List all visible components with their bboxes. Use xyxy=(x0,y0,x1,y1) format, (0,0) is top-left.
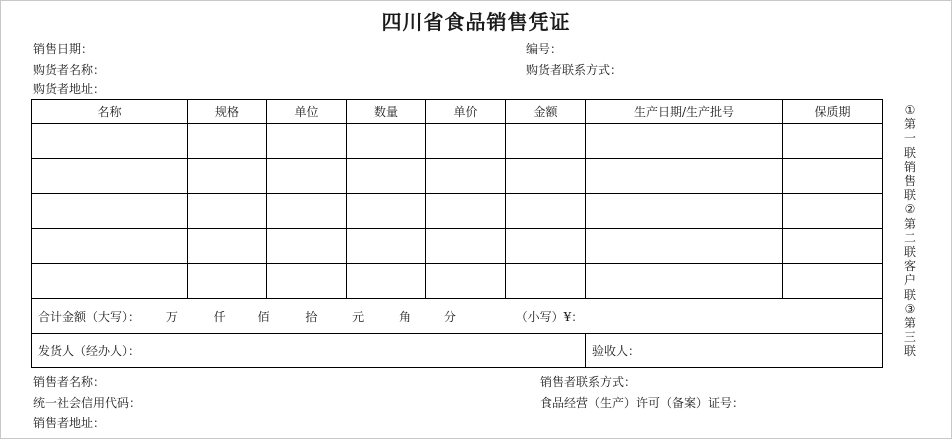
column-header-unit: 单位 xyxy=(267,100,347,124)
copies-note xyxy=(898,103,922,359)
column-header-spec: 规格 xyxy=(188,100,267,124)
copies-note-char: 第 xyxy=(903,316,916,331)
copies-note-char: 三 xyxy=(903,330,916,345)
copies-note-char: ② xyxy=(904,202,916,217)
unit-bai: 佰 xyxy=(257,309,270,324)
table-cell xyxy=(188,194,267,229)
table-cell xyxy=(506,229,586,264)
total-amount-units xyxy=(166,308,474,325)
table-row xyxy=(32,159,883,194)
copies-note-char: 联 xyxy=(903,287,916,302)
table-cell xyxy=(426,159,506,194)
seller-contact-field: 销售者联系方式： xyxy=(540,375,637,389)
copies-note-char: 第 xyxy=(903,216,916,231)
table-header-row xyxy=(32,100,883,124)
table-cell xyxy=(32,194,188,229)
signature-row xyxy=(32,334,883,368)
table-cell xyxy=(586,264,783,299)
table-cell xyxy=(426,229,506,264)
copies-note-char: 第 xyxy=(903,117,916,132)
table-cell xyxy=(506,159,586,194)
table-cell xyxy=(188,229,267,264)
table-cell xyxy=(32,264,188,299)
buyer-contact-field: 购货者联系方式： xyxy=(526,63,623,77)
table-cell xyxy=(32,159,188,194)
table-cell xyxy=(32,229,188,264)
column-header-production-date-batch: 生产日期/生产批号 xyxy=(586,100,783,124)
copies-note-char: 联 xyxy=(903,344,916,359)
table-cell xyxy=(347,264,426,299)
table-cell xyxy=(783,124,883,159)
copies-note-char: ③ xyxy=(904,301,916,316)
table-cell xyxy=(188,124,267,159)
table-cell xyxy=(267,159,347,194)
table-cell xyxy=(586,194,783,229)
table-cell xyxy=(783,194,883,229)
seller-address-field: 销售者地址： xyxy=(33,416,106,430)
copies-note-char: ① xyxy=(904,103,916,117)
table-row xyxy=(32,264,883,299)
table-cell xyxy=(267,264,347,299)
copies-note-char: 售 xyxy=(903,174,916,189)
seller-name-field: 销售者名称： xyxy=(33,375,106,389)
column-header-shelf-life: 保质期 xyxy=(783,100,883,124)
table-cell xyxy=(586,159,783,194)
unit-yuan: 元 xyxy=(352,309,365,324)
unit-wan: 万 xyxy=(165,309,178,324)
small-amount-label: （小写）¥： xyxy=(515,309,584,324)
table-cell xyxy=(347,124,426,159)
copies-note-char: 一 xyxy=(903,131,916,146)
table-cell xyxy=(506,264,586,299)
sale-date-field: 销售日期： xyxy=(33,42,94,56)
buyer-name-field: 购货者名称： xyxy=(33,63,106,77)
copies-note-char: 联 xyxy=(903,145,916,160)
table-cell xyxy=(188,264,267,299)
copies-note-char: 联 xyxy=(903,188,916,203)
table-cell xyxy=(783,264,883,299)
total-amount-row xyxy=(32,299,883,334)
table-row xyxy=(32,229,883,264)
table-cell xyxy=(586,229,783,264)
table-cell xyxy=(506,194,586,229)
table-cell xyxy=(586,124,783,159)
copies-note-char: 二 xyxy=(903,230,916,245)
table-cell xyxy=(347,159,426,194)
table-cell xyxy=(506,124,586,159)
unit-qian: 仟 xyxy=(213,309,226,324)
copies-note-char: 销 xyxy=(903,159,916,174)
column-header-quantity: 数量 xyxy=(347,100,426,124)
credit-code-field: 统一社会信用代码： xyxy=(33,396,142,410)
receiver-cell: 验收人： xyxy=(586,334,883,368)
total-amount-label: 合计金额（大写）： xyxy=(38,309,141,324)
table-row xyxy=(32,194,883,229)
table-cell xyxy=(426,264,506,299)
table-cell xyxy=(347,229,426,264)
shipper-cell: 发货人（经办人）： xyxy=(32,334,586,368)
total-amount-cell xyxy=(32,299,883,334)
goods-table xyxy=(31,99,883,368)
table-cell xyxy=(267,229,347,264)
unit-shi: 拾 xyxy=(305,309,318,324)
copies-note-char: 联 xyxy=(903,245,916,260)
document-title: 四川省食品销售凭证 xyxy=(381,10,571,34)
serial-number-field: 编号： xyxy=(526,42,563,56)
table-cell xyxy=(267,124,347,159)
column-header-name: 名称 xyxy=(32,100,188,124)
table-cell xyxy=(783,159,883,194)
copies-note-char: 客 xyxy=(903,259,916,274)
table-cell xyxy=(267,194,347,229)
buyer-address-field: 购货者地址： xyxy=(33,82,106,96)
column-header-unit-price: 单价 xyxy=(426,100,506,124)
table-cell xyxy=(188,159,267,194)
table-cell xyxy=(32,124,188,159)
license-number-field: 食品经营（生产）许可（备案）证号： xyxy=(540,396,745,410)
copies-note-char: 户 xyxy=(903,273,916,288)
table-row xyxy=(32,124,883,159)
unit-jiao: 角 xyxy=(398,309,411,324)
column-header-amount: 金额 xyxy=(506,100,586,124)
unit-fen: 分 xyxy=(443,309,456,324)
table-cell xyxy=(426,194,506,229)
table-cell xyxy=(426,124,506,159)
table-cell xyxy=(783,229,883,264)
table-cell xyxy=(347,194,426,229)
